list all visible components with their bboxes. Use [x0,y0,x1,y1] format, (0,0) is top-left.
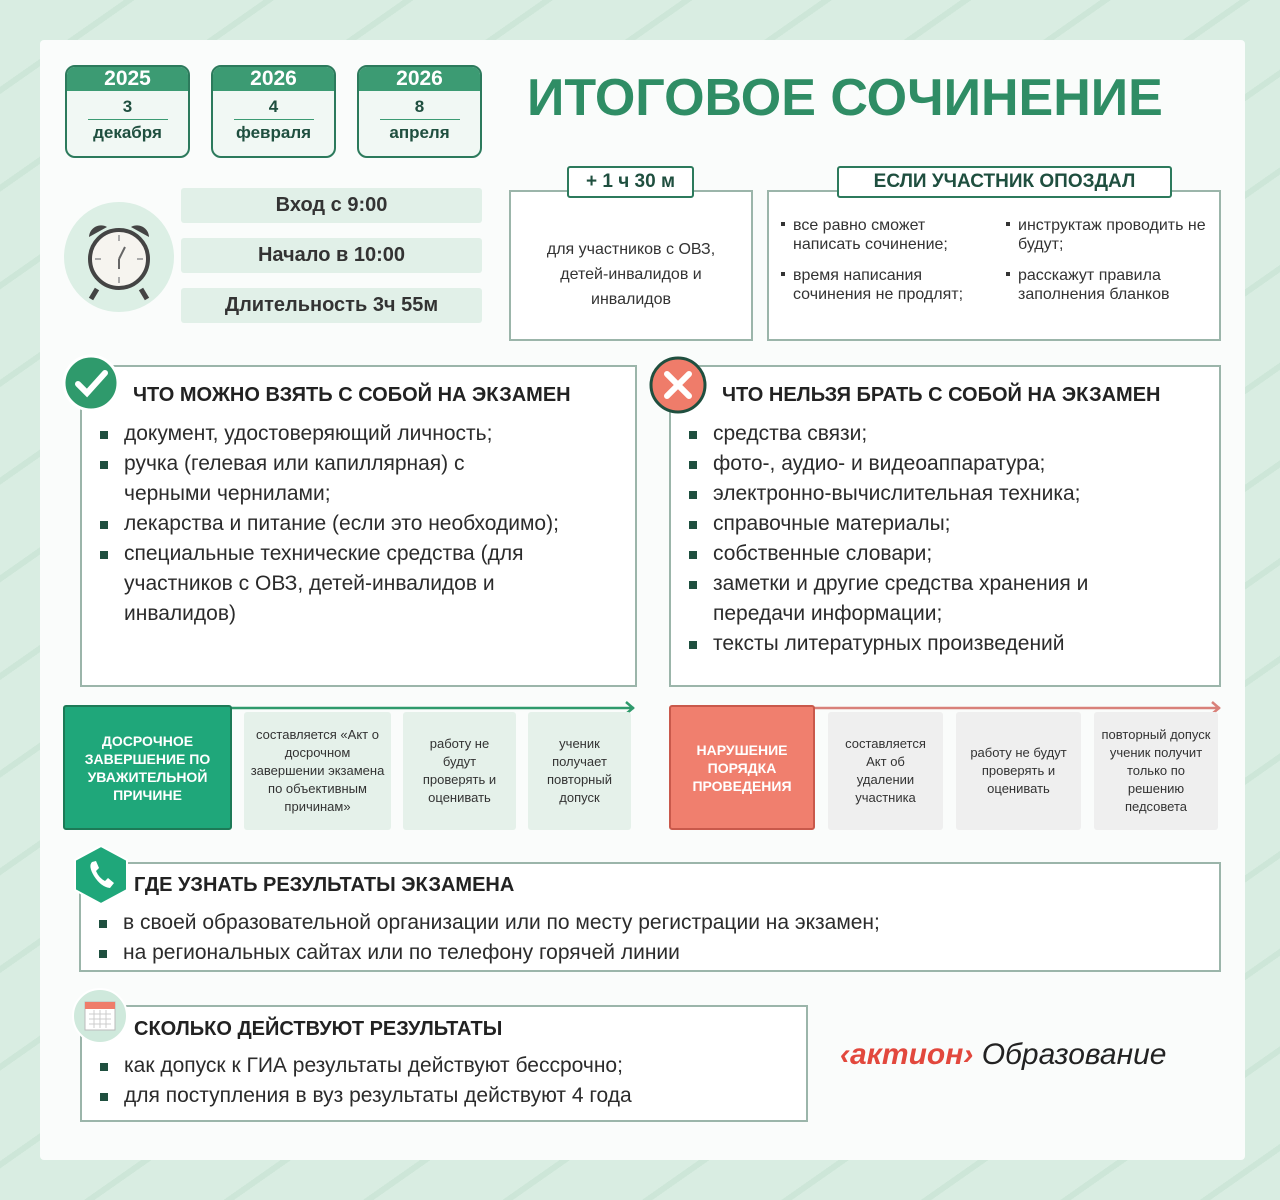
cross-icon [648,355,708,415]
calendar-month: апреля [389,123,450,142]
validity-item: как допуск к ГИА результаты действуют бессрочно; [86,1051,796,1081]
calendar-date-1 [65,65,190,158]
violation-step-2: работу не будут проверять и оценивать [956,712,1081,830]
forbidden-item: справочные материалы; [675,509,1209,539]
validity-item: для поступления в вуз результаты действуют 4 года [86,1081,796,1111]
logo-brand-text: актион [850,1038,964,1071]
forbidden-item: заметки и другие средства хранения и передачи информации; [675,569,1145,629]
late-item: расскажут правила заполнения бланков [1004,266,1209,304]
early-step-2: работу не будут проверять и оценивать [403,712,516,830]
late-item: инструктаж проводить не будут; [1004,216,1209,254]
calendar-day: 3 [122,97,133,116]
early-step-3: ученик получает повторный допуск [528,712,631,830]
allowed-item: специальные технические средства (для участников с ОВЗ, детей-инвалидов и инвалидов) [86,539,596,629]
calendar-date-2 [211,65,336,158]
extra-time-text: для участников с ОВЗ, детей-инвалидов и инвалидов [546,241,716,308]
calendar-day: 8 [414,97,425,116]
late-box [767,190,1221,341]
forbidden-item: собственные словари; [675,539,1209,569]
allowed-item: ручка (гелевая или капиллярная) с черными чернилами; [86,449,526,509]
calendar-icon [72,988,128,1044]
calendar-day: 4 [268,97,279,116]
calendar-year: 2025 [67,67,188,91]
violation-step-1: составляется Акт об удалении участника [828,712,943,830]
forbidden-title: ЧТО НЕЛЬЗЯ БРАТЬ С СОБОЙ НА ЭКЗАМЕН [722,384,1161,406]
check-icon [62,354,120,412]
calendar-year: 2026 [213,67,334,91]
late-item: все равно сможет написать сочинение; [779,216,984,254]
allowed-item: документ, удостоверяющий личность; [86,419,625,449]
extra-time-box [509,190,753,341]
forbidden-item: средства связи; [675,419,1209,449]
late-item: время написания сочинения не продлят; [779,266,984,304]
results-title: ГДЕ УЗНАТЬ РЕЗУЛЬТАТЫ ЭКЗАМЕНА [134,874,515,896]
allowed-box [80,365,637,687]
calendar-year: 2026 [359,67,480,91]
violation-step-3: повторный допуск ученик получит только по решению педсовета [1094,712,1218,830]
duration: Длительность 3ч 55м [181,288,482,323]
late-title: ЕСЛИ УЧАСТНИК ОПОЗДАЛ [837,166,1172,198]
forbidden-item: тексты литературных произведений [675,629,1209,659]
allowed-title: ЧТО МОЖНО ВЗЯТЬ С СОБОЙ НА ЭКЗАМЕН [133,384,571,406]
validity-title: СКОЛЬКО ДЕЙСТВУЮТ РЕЗУЛЬТАТЫ [134,1018,503,1040]
forbidden-item: электронно-вычислительная техника; [675,479,1209,509]
logo-suffix: Образование [981,1038,1167,1071]
aktion-logo [840,1038,1166,1072]
forbidden-box [669,365,1221,687]
results-item: на региональных сайтах или по телефону горячей линии [85,938,1209,968]
entry-time: Вход с 9:00 [181,188,482,223]
forbidden-item: фото-, аудио- и видеоаппаратура; [675,449,1209,479]
calendar-month: февраля [235,123,312,142]
allowed-item: лекарства и питание (если это необходимо); [86,509,625,539]
early-step-1: составляется «Акт о досрочном завершении экзамена по объективным причинам» [244,712,391,830]
early-finish-head: ДОСРОЧНОЕ ЗАВЕРШЕНИЕ ПО УВАЖИТЕЛЬНОЙ ПРИЧИНЕ [63,705,232,830]
alarm-clock-icon [63,201,175,313]
page-title: ИТОГОВОЕ СОЧИНЕНИЕ [527,69,1163,127]
violation-head: НАРУШЕНИЕ ПОРЯДКА ПРОВЕДЕНИЯ [669,705,815,830]
extra-time-label: + 1 ч 30 м [567,166,694,198]
logo-brand: ‹актион› [840,1038,974,1071]
calendar-month: декабря [93,123,162,142]
start-time: Начало в 10:00 [181,238,482,273]
calendar-date-3 [357,65,482,158]
phone-icon [72,844,130,906]
results-item: в своей образовательной организации или по месту регистрации на экзамен; [85,908,1209,938]
